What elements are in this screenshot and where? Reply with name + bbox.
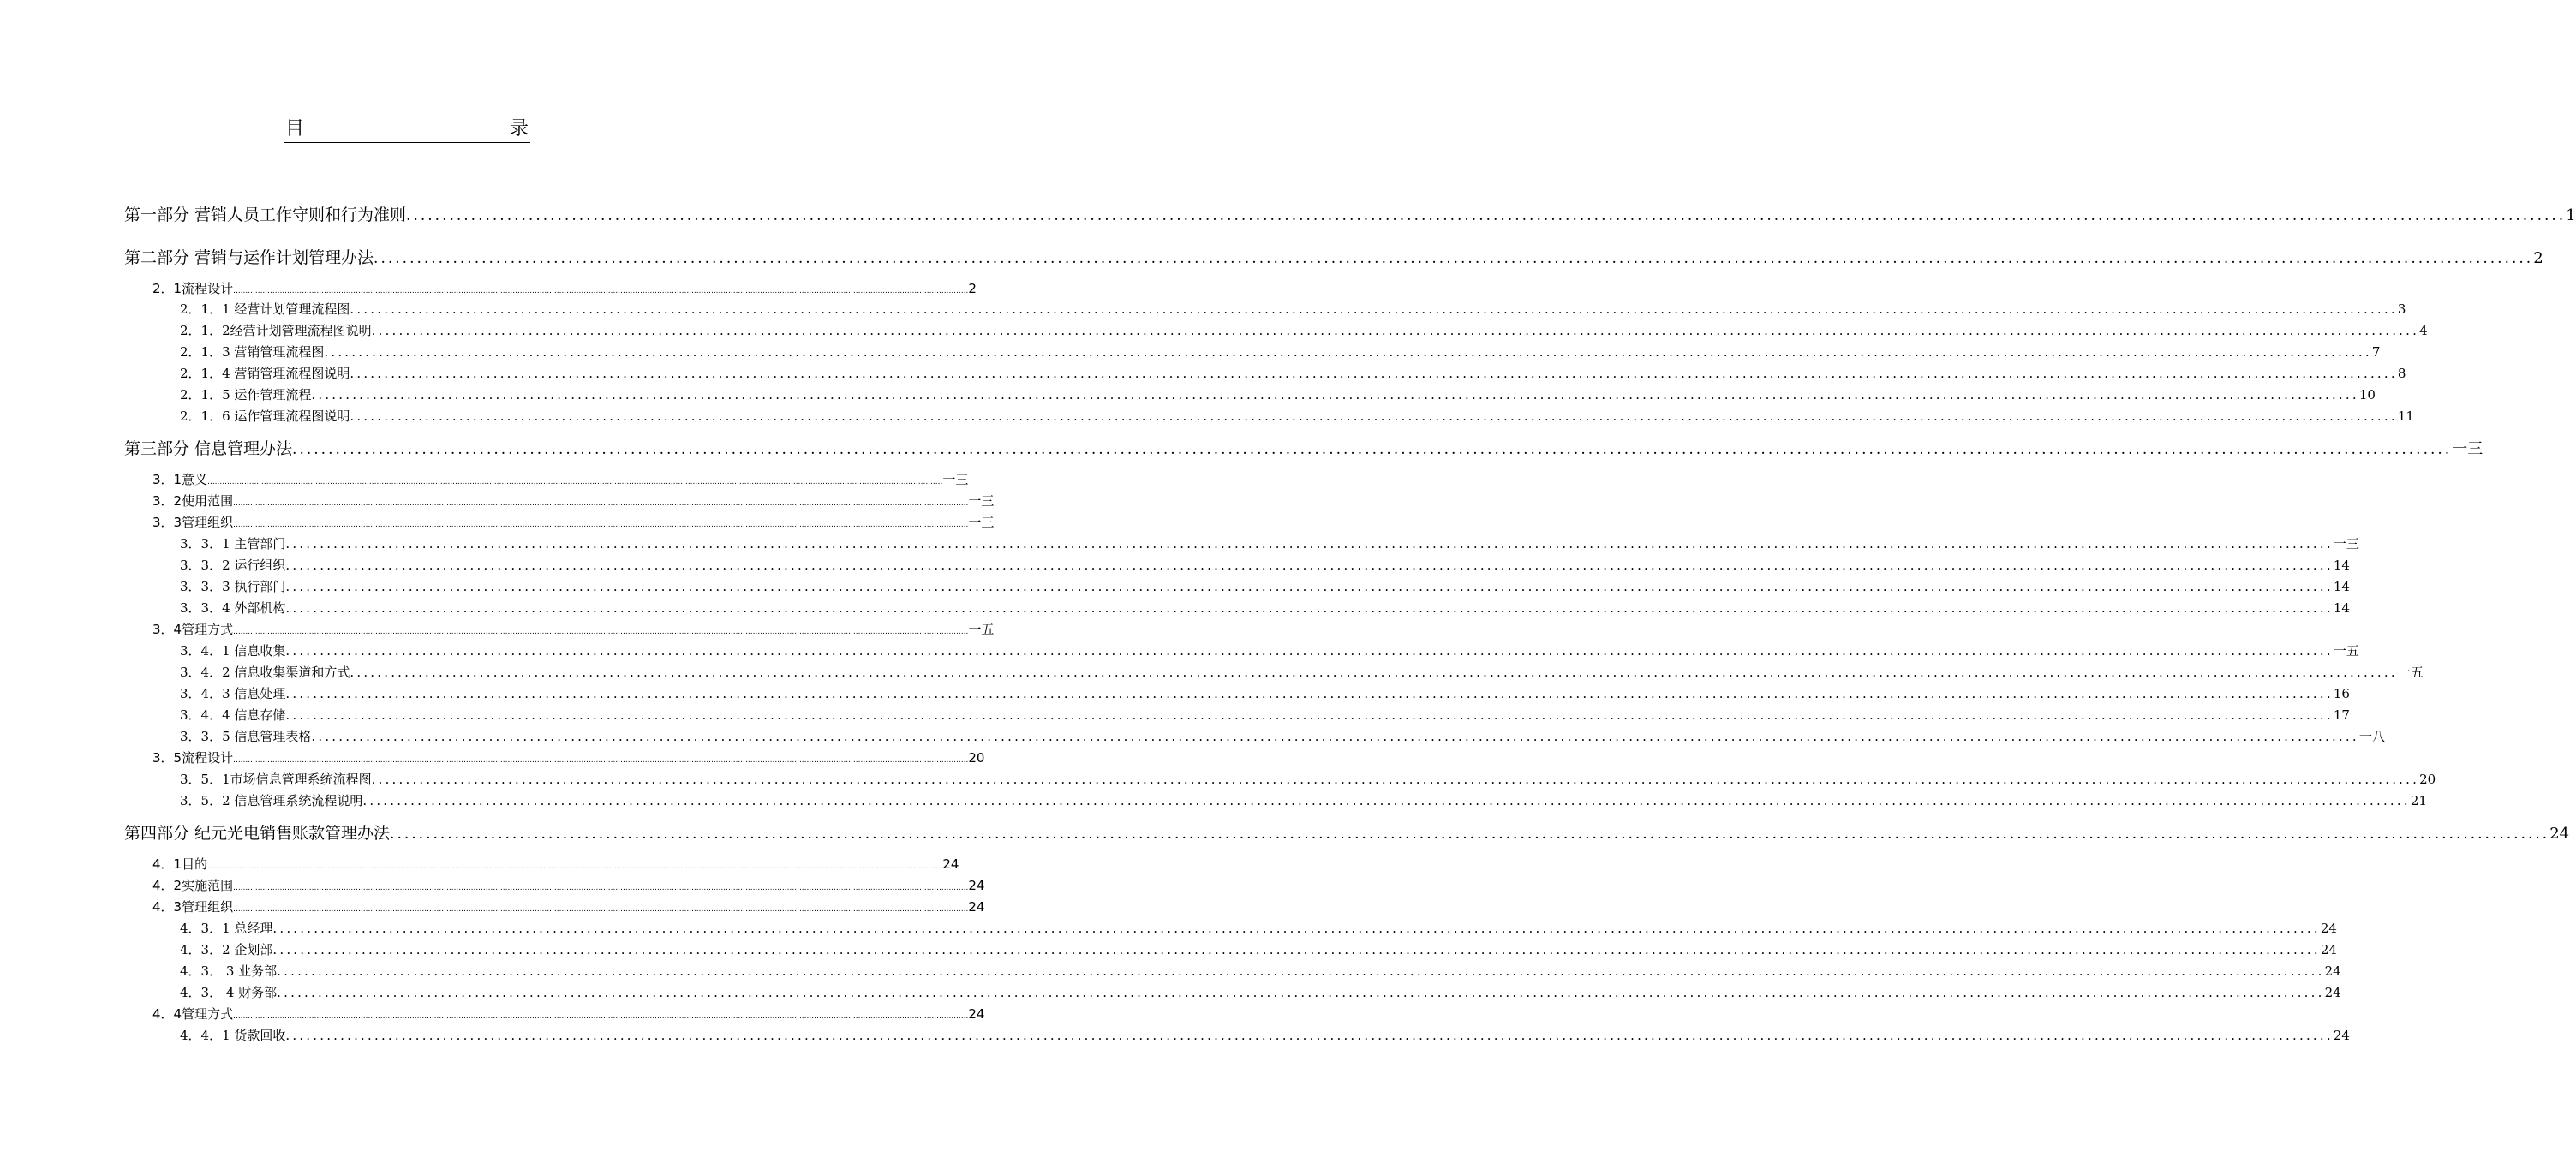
toc-entry-label: 第四部分 纪元光电销售账款管理办法 bbox=[124, 824, 391, 843]
toc-page-number: 一三 bbox=[968, 515, 995, 530]
toc-leader-dots: ............................................................................................................................................................................................................................................................................................................ bbox=[406, 207, 2567, 224]
toc-entry-level1[interactable] bbox=[124, 245, 2543, 272]
toc-page-number: 24 bbox=[2333, 1028, 2350, 1043]
toc-entry-label: 4．3管理组织 bbox=[152, 899, 234, 915]
toc-entry-label: 4．3．2 企划部 bbox=[180, 942, 273, 957]
toc-leader-dots: ............................................................................................................................................................................................................................................................................................................ bbox=[285, 686, 2334, 701]
toc-entry-label: 3．3．1 主管部门 bbox=[180, 536, 286, 552]
toc-entry-label: 2．1．1 经营计划管理流程图 bbox=[180, 301, 350, 317]
toc-entry-label: 2．1．3 营销管理流程图 bbox=[180, 344, 325, 360]
toc-leader-dots: ............................................................................................................................................................................................................................................................................................................ bbox=[324, 344, 2372, 360]
toc-entry-level3[interactable] bbox=[180, 364, 2406, 385]
toc-leader-dots: ............................................................................................................................................................................................................................................................................................................ bbox=[371, 323, 2420, 338]
toc-leader-dots: ............................................................................................................................................................................................................................................................................................................ bbox=[350, 665, 2398, 680]
toc-entry-label: 2．1．5 运作管理流程 bbox=[180, 387, 312, 403]
toc-entry-level3[interactable] bbox=[180, 770, 2436, 790]
toc-entry-level3[interactable] bbox=[180, 599, 2350, 619]
toc-page-number: 24 bbox=[2324, 963, 2341, 979]
toc-entry-label: 3．5．1市场信息管理系统流程图 bbox=[180, 772, 372, 787]
toc-leader-dots: ............................................................................................................................................................................................................................................................................................................ bbox=[350, 409, 2398, 424]
toc-entry-level2[interactable] bbox=[152, 876, 985, 897]
toc-entry-label: 4．4．1 货款回收 bbox=[180, 1028, 286, 1043]
toc-entry-label: 2．1．6 运作管理流程图说明 bbox=[180, 409, 350, 424]
toc-page-number: 24 bbox=[2324, 985, 2341, 1000]
toc-leader-dots: ............................................................................................................................................................................................................................................................................................................ bbox=[285, 558, 2334, 573]
toc-leader-dots: ............................................................................................................................................................................................................................................................................................................ bbox=[233, 756, 969, 765]
toc-entry-level2[interactable] bbox=[152, 492, 995, 512]
toc-leader-dots: ............................................................................................................................................................................................................................................................................................................ bbox=[311, 387, 2359, 403]
toc-leader-dots: ............................................................................................................................................................................................................................................................................................................ bbox=[362, 793, 2411, 808]
toc-page-number: 24 bbox=[968, 878, 985, 893]
toc-leader-dots: ............................................................................................................................................................................................................................................................................................................ bbox=[272, 942, 2321, 957]
toc-page-number: 24 bbox=[2549, 825, 2570, 843]
toc-entry-label: 2．1．2经营计划管理流程图说明 bbox=[180, 323, 372, 338]
toc-page-number: 一三 bbox=[2452, 440, 2483, 458]
toc-leader-dots: ............................................................................................................................................................................................................................................................................................................ bbox=[207, 862, 943, 871]
toc-page-number: 7 bbox=[2371, 344, 2381, 360]
toc-leader-dots: ............................................................................................................................................................................................................................................................................................................ bbox=[285, 643, 2334, 659]
toc-entry-label: 3．3．2 运行组织 bbox=[180, 558, 286, 573]
toc-entry-label: 3．3管理组织 bbox=[152, 515, 234, 530]
toc-entry-label: 2．1流程设计 bbox=[152, 281, 234, 296]
toc-leader-dots: ............................................................................................................................................................................................................................................................................................................ bbox=[292, 441, 2453, 458]
toc-page-number: 14 bbox=[2333, 579, 2350, 594]
title-char-right: 录 bbox=[509, 118, 529, 140]
toc-page-number: 20 bbox=[968, 750, 985, 766]
toc-entry-label: 3．1意义 bbox=[152, 472, 208, 487]
toc-leader-dots: ............................................................................................................................................................................................................................................................................................................ bbox=[233, 287, 969, 295]
toc-entry-level3[interactable] bbox=[180, 791, 2427, 812]
toc-entry-label: 4．3．1 总经理 bbox=[180, 921, 273, 936]
toc-leader-dots: ............................................................................................................................................................................................................................................................................................................ bbox=[285, 707, 2334, 723]
toc-entry-label: 2．1．4 营销管理流程图说明 bbox=[180, 366, 350, 381]
toc-page-number: 一三 bbox=[2333, 536, 2359, 552]
toc-page-number: 8 bbox=[2397, 366, 2406, 381]
toc-entry-level3[interactable] bbox=[180, 663, 2424, 683]
toc-leader-dots: ............................................................................................................................................................................................................................................................................................................ bbox=[285, 536, 2334, 552]
toc-entry-label: 4．3． 4 财务部 bbox=[180, 985, 278, 1000]
toc-page-number: 4 bbox=[2419, 323, 2428, 338]
toc-entry-label: 第三部分 信息管理办法 bbox=[124, 439, 293, 458]
toc-page-number: 24 bbox=[942, 856, 959, 872]
toc-page-number: 一五 bbox=[968, 622, 995, 637]
toc-entry-level3[interactable] bbox=[180, 706, 2350, 726]
toc-leader-dots: ............................................................................................................................................................................................................................................................................................................ bbox=[233, 905, 969, 914]
toc-page-number: 一八 bbox=[2358, 729, 2385, 744]
toc-page-number: 24 bbox=[2320, 942, 2337, 957]
toc-leader-dots: ............................................................................................................................................................................................................................................................................................................ bbox=[350, 366, 2398, 381]
toc-entry-level1[interactable] bbox=[124, 436, 2483, 463]
toc-entry-label: 3．4．4 信息存储 bbox=[180, 707, 286, 723]
toc-entry-level2[interactable] bbox=[152, 620, 995, 641]
toc-page-number: 14 bbox=[2333, 600, 2350, 616]
toc-page-number: 20 bbox=[2419, 772, 2436, 787]
toc-entry-level2[interactable] bbox=[152, 513, 995, 534]
toc-entry-label: 4．2实施范围 bbox=[152, 878, 234, 893]
toc-leader-dots: ............................................................................................................................................................................................................................................................................................................ bbox=[285, 579, 2334, 594]
toc-entry-level2[interactable] bbox=[152, 855, 959, 875]
toc-page-number: 1 bbox=[2566, 206, 2576, 224]
toc-page-number: 一五 bbox=[2333, 643, 2359, 659]
toc-page-number: 2 bbox=[2533, 249, 2543, 267]
toc-page-number: 一三 bbox=[968, 493, 995, 509]
toc-entry-level3[interactable] bbox=[180, 962, 2341, 982]
toc-entry-level3[interactable] bbox=[180, 940, 2337, 961]
toc-entry-level3[interactable] bbox=[180, 983, 2341, 1004]
toc-page-number: 2 bbox=[968, 281, 977, 296]
toc-entry-level3[interactable] bbox=[180, 407, 2414, 427]
toc-entry-level3[interactable] bbox=[180, 577, 2350, 598]
toc-page-number: 24 bbox=[968, 1006, 985, 1022]
toc-entry-label: 4．4管理方式 bbox=[152, 1006, 234, 1022]
toc-entry-level3[interactable] bbox=[180, 684, 2350, 705]
toc-leader-dots: ............................................................................................................................................................................................................................................................................................................ bbox=[311, 729, 2359, 744]
toc-entry-level3[interactable] bbox=[180, 727, 2385, 748]
toc-entry-level3[interactable] bbox=[180, 300, 2406, 320]
toc-entry-level3[interactable] bbox=[180, 1026, 2350, 1047]
toc-entry-level2[interactable] bbox=[152, 279, 977, 300]
toc-page-number: 14 bbox=[2333, 558, 2350, 573]
toc-entry-level2[interactable] bbox=[152, 470, 969, 491]
toc-leader-dots: ............................................................................................................................................................................................................................................................................................................ bbox=[233, 628, 969, 636]
toc-leader-dots: ............................................................................................................................................................................................................................................................................................................ bbox=[285, 600, 2334, 616]
toc-entry-level2[interactable] bbox=[152, 1005, 985, 1025]
toc-leader-dots: ............................................................................................................................................................................................................................................................................................................ bbox=[277, 963, 2325, 979]
toc-entry-label: 4．1目的 bbox=[152, 856, 208, 872]
toc-entry-label: 第一部分 营销人员工作守则和行为准则 bbox=[124, 206, 407, 224]
toc-entry-label: 3．5．2 信息管理系统流程说明 bbox=[180, 793, 363, 808]
toc-leader-dots: ............................................................................................................................................................................................................................................................................................................ bbox=[371, 772, 2420, 787]
toc-page-number: 一三 bbox=[942, 472, 969, 487]
toc-leader-dots: ............................................................................................................................................................................................................................................................................................................ bbox=[285, 1028, 2334, 1043]
toc-page-number: 一五 bbox=[2397, 665, 2424, 680]
toc-page-number: 24 bbox=[968, 899, 985, 915]
toc-entry-level3[interactable] bbox=[180, 385, 2376, 406]
toc-entry-level2[interactable] bbox=[152, 898, 985, 918]
toc-entry-label: 3．3．4 外部机构 bbox=[180, 600, 286, 616]
toc-page-number: 21 bbox=[2410, 793, 2427, 808]
toc-entry-label: 3．5流程设计 bbox=[152, 750, 234, 766]
toc-entry-level3[interactable] bbox=[180, 321, 2428, 342]
toc-leader-dots: ............................................................................................................................................................................................................................................................................................................ bbox=[272, 921, 2321, 936]
toc-page-number: 16 bbox=[2333, 686, 2350, 701]
toc-entry-level1[interactable] bbox=[124, 820, 2570, 848]
toc-leader-dots: ............................................................................................................................................................................................................................................................................................................ bbox=[233, 1012, 969, 1021]
toc-entry-label: 3．2使用范围 bbox=[152, 493, 234, 509]
toc-entry-level3[interactable] bbox=[180, 641, 2359, 662]
toc-leader-dots: ............................................................................................................................................................................................................................................................................................................ bbox=[277, 985, 2325, 1000]
title-char-left: 目 bbox=[285, 118, 305, 140]
toc-entry-level3[interactable] bbox=[180, 343, 2381, 363]
toc-entry-level3[interactable] bbox=[180, 919, 2337, 939]
toc-leader-dots: ............................................................................................................................................................................................................................................................................................................ bbox=[390, 826, 2550, 843]
toc-page-number: 11 bbox=[2397, 409, 2414, 424]
toc-entry-label: 3．4．2 信息收集渠道和方式 bbox=[180, 665, 350, 680]
toc-entry-level2[interactable] bbox=[152, 748, 985, 769]
toc-entry-level3[interactable] bbox=[180, 556, 2350, 576]
toc-leader-dots: ............................................................................................................................................................................................................................................................................................................ bbox=[233, 884, 969, 892]
toc-entry-label: 3．4．1 信息收集 bbox=[180, 643, 286, 659]
toc-leader-dots: ............................................................................................................................................................................................................................................................................................................ bbox=[350, 301, 2398, 317]
toc-entry-label: 4．3． 3 业务部 bbox=[180, 963, 278, 979]
toc-leader-dots: ............................................................................................................................................................................................................................................................................................................ bbox=[207, 478, 943, 486]
toc-leader-dots: ............................................................................................................................................................................................................................................................................................................ bbox=[233, 499, 969, 508]
toc-entry-label: 3．4管理方式 bbox=[152, 622, 234, 637]
toc-entry-label: 3．3．5 信息管理表格 bbox=[180, 729, 312, 744]
toc-leader-dots: ............................................................................................................................................................................................................................................................................................................ bbox=[233, 521, 969, 529]
toc-entry-label: 第二部分 营销与运作计划管理办法 bbox=[124, 248, 374, 267]
toc-entry-level3[interactable] bbox=[180, 534, 2359, 555]
toc-page-number: 3 bbox=[2397, 301, 2406, 317]
toc-entry-level1[interactable] bbox=[124, 202, 2576, 230]
toc-entry-label: 3．3．3 执行部门 bbox=[180, 579, 286, 594]
toc-entry-label: 3．4．3 信息处理 bbox=[180, 686, 286, 701]
toc-leader-dots: ............................................................................................................................................................................................................................................................................................................ bbox=[374, 250, 2534, 267]
toc-page-number: 10 bbox=[2358, 387, 2376, 403]
toc-page-number: 17 bbox=[2333, 707, 2350, 723]
toc-page-number: 24 bbox=[2320, 921, 2337, 936]
